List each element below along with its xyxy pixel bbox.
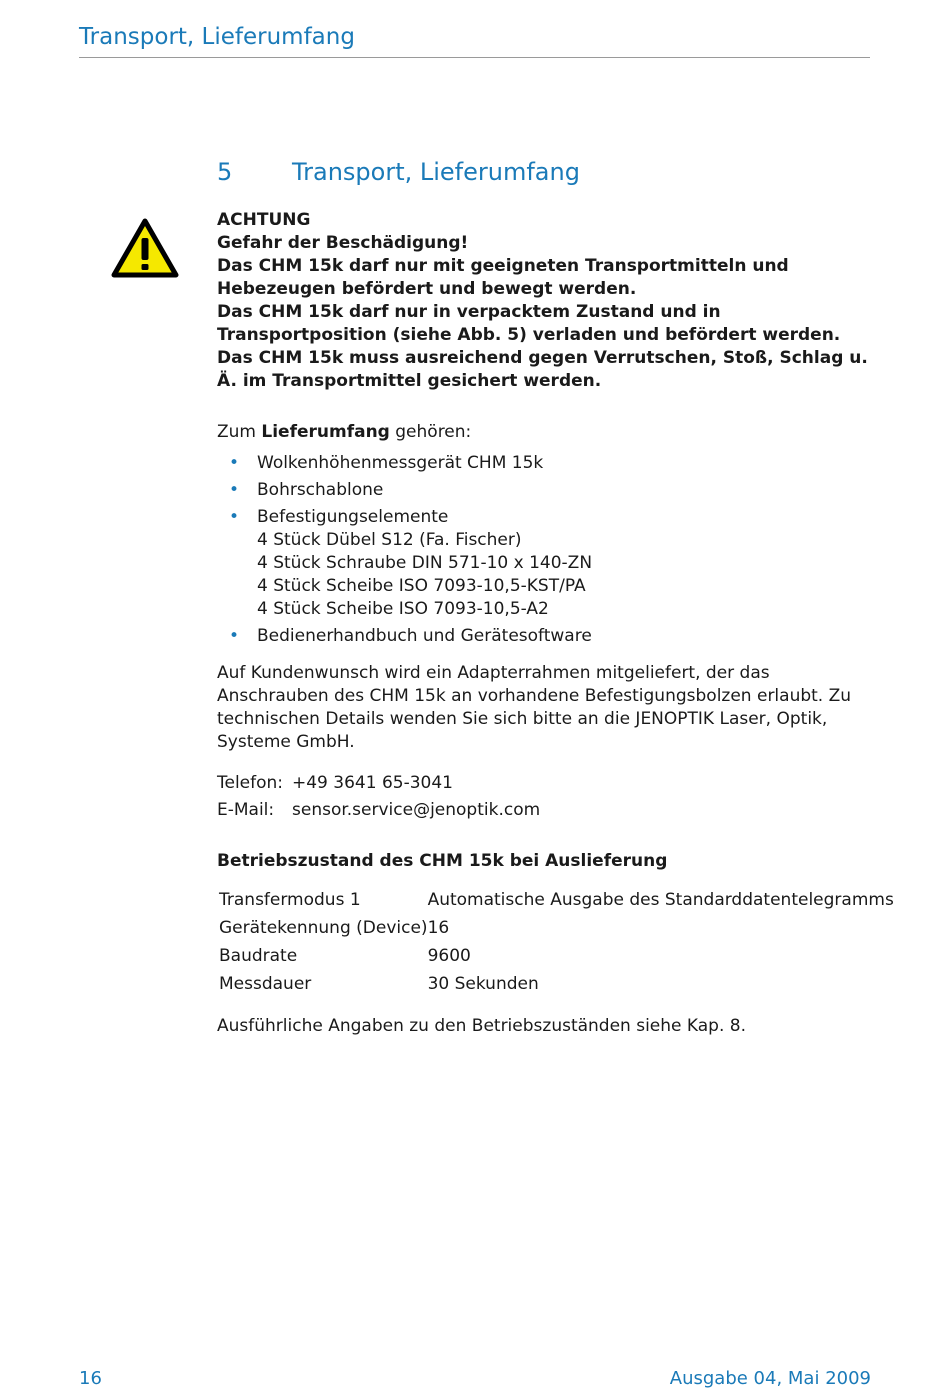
list-item-label: Bedienerhandbuch und Gerätesoftware — [257, 626, 592, 646]
intro-text: Zum — [217, 422, 262, 442]
phone-label: Telefon: — [217, 773, 284, 793]
edition-label: Ausgabe 04, Mai 2009 — [669, 1368, 871, 1389]
list-item-label: Bohrschablone — [257, 480, 384, 500]
list-item — [217, 506, 877, 621]
table-value: 16 — [427, 918, 450, 938]
table-row — [219, 889, 894, 917]
bullet-icon: • — [229, 453, 240, 473]
state-table — [219, 889, 894, 1001]
sub-item: 4 Stück Scheibe ISO 7093-10,5-KST/PA — [257, 576, 586, 596]
contact-block — [217, 772, 877, 826]
table-key: Messdauer — [219, 974, 312, 994]
sub-item: 4 Stück Scheibe ISO 7093-10,5-A2 — [257, 599, 549, 619]
warning-line: Das CHM 15k darf nur in verpacktem Zustand und in Transportposition (siehe Abb. 5) verladen und befördert werden. — [217, 302, 841, 345]
chapter-title: Transport, Lieferumfang — [292, 158, 580, 186]
table-row — [219, 973, 894, 1001]
warning-line: Das CHM 15k darf nur mit geeigneten Transportmitteln und Hebezeugen befördert und bewegt werden. — [217, 256, 789, 299]
bullet-icon: • — [229, 626, 240, 646]
state-section-title: Betriebszustand des CHM 15k bei Auslieferung — [217, 851, 668, 871]
warning-block — [217, 209, 877, 393]
sub-item: 4 Stück Schraube DIN 571-10 x 140-ZN — [257, 553, 593, 573]
chapter-number: 5 — [217, 158, 233, 186]
table-key: Gerätekennung (Device) — [219, 918, 428, 938]
list-item-label: Befestigungselemente — [257, 507, 449, 527]
sub-item: 4 Stück Dübel S12 (Fa. Fischer) — [257, 530, 522, 550]
page-body — [217, 209, 894, 1038]
warning-triangle-icon — [111, 218, 179, 278]
table-key: Transfermodus 1 — [219, 890, 361, 910]
closing-note: Ausführliche Angaben zu den Betriebszuständen siehe Kap. 8. — [217, 1016, 746, 1036]
list-item-label: Wolkenhöhenmessgerät CHM 15k — [257, 453, 544, 473]
table-value: Automatische Ausgabe des Standarddatentelegramms — [427, 890, 894, 910]
table-value: 30 Sekunden — [427, 974, 539, 994]
table-key: Baudrate — [219, 946, 298, 966]
intro-text: gehören: — [389, 422, 472, 442]
email-address[interactable]: sensor.service@jenoptik.com — [292, 800, 541, 820]
running-header-title: Transport, Lieferumfang — [79, 24, 355, 50]
email-label: E-Mail: — [217, 800, 275, 820]
list-item — [217, 452, 877, 475]
chapter-heading — [217, 156, 580, 188]
list-item — [217, 625, 877, 648]
intro-bold-term: Lieferumfang — [261, 422, 390, 442]
phone-row — [217, 772, 877, 799]
warning-line: Das CHM 15k muss ausreichend gegen Verrutschen, Stoß, Schlag u. Ä. im Transportmittel gesichert werden. — [217, 348, 868, 391]
header-rule — [79, 57, 870, 58]
bullet-icon: • — [229, 480, 240, 500]
table-row — [219, 945, 894, 973]
delivery-list — [217, 452, 877, 648]
warning-line: Gefahr der Beschädigung! — [217, 233, 469, 253]
bullet-icon: • — [229, 507, 240, 527]
table-value: 9600 — [427, 946, 471, 966]
adapter-paragraph: Auf Kundenwunsch wird ein Adapterrahmen mitgeliefert, der das Anschrauben des CHM 15k an vorhandene Befestigungsbolzen erlaubt. Zu technischen Details wenden Sie sich bitte an die JENOPTIK Laser, Optik, Systeme GmbH. — [217, 663, 852, 752]
table-row — [219, 917, 894, 945]
list-item — [217, 479, 877, 502]
delivery-intro — [217, 421, 877, 444]
warning-line: ACHTUNG — [217, 210, 311, 230]
phone-number: +49 3641 65-3041 — [292, 773, 453, 793]
page-number: 16 — [79, 1368, 102, 1389]
email-row — [217, 799, 877, 826]
